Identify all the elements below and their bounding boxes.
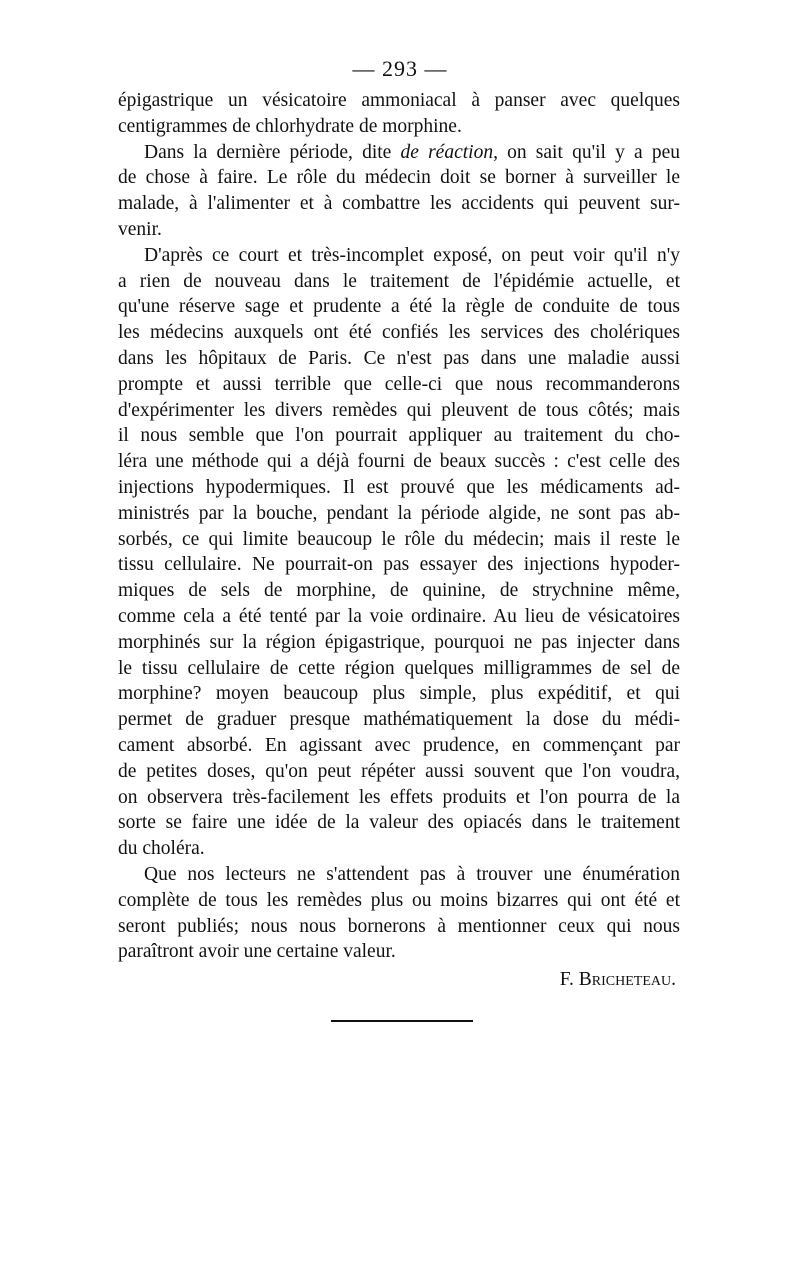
text-line: Que nos lecteurs ne s'attendent pas à trouver une énumération [144, 863, 680, 885]
body-text [118, 88, 680, 993]
text-line: venir. [118, 218, 162, 240]
text-line: de petites doses, qu'on peut répéter aussi souvent que l'on voudra, [118, 760, 680, 782]
italic-term: de réaction [400, 141, 494, 163]
text-line: sorte se faire une idée de la valeur des opiacés dans le traitement [118, 812, 680, 834]
text-line: paraîtront avoir une certaine valeur. [118, 941, 396, 963]
text-run: , on sait qu'il y a peu [493, 141, 681, 163]
text-line: centigrammes de chlorhydrate de morphine. [118, 115, 462, 137]
signature-initial: F. B [559, 969, 592, 991]
text-line: morphine? moyen beaucoup plus simple, plus expéditif, et qui [118, 683, 680, 705]
text-line: ministrés par la bouche, pendant la période algide, ne sont pas ab- [118, 502, 680, 524]
text-line [118, 140, 680, 166]
closing-rule [331, 1020, 473, 1022]
text-line: qu'une réserve sage et prudente a été la règle de conduite de tous [118, 296, 680, 318]
text-line: injections hypodermiques. Il est prouvé que les médicaments ad- [118, 476, 680, 498]
text-line: de chose à faire. Le rôle du médecin doit se borner à surveiller le [118, 167, 680, 189]
text-line: comme cela a été tenté par la voie ordinaire. Au lieu de vésicatoires [118, 605, 680, 627]
text-line: du choléra. [118, 838, 205, 860]
text-line: d'expérimenter les divers remèdes qui pleuvent de tous côtés; mais [118, 399, 680, 421]
text-line: morphinés sur la région épigastrique, pourquoi ne pas injecter dans [118, 631, 680, 653]
author-signature [118, 967, 680, 993]
text-line: épigastrique un vésicatoire ammoniacal à panser avec quelques [118, 90, 680, 111]
text-line: dans les hôpitaux de Paris. Ce n'est pas dans une maladie aussi [118, 347, 680, 369]
text-line: a rien de nouveau dans le traitement de l'épidémie actuelle, et [118, 270, 680, 292]
text-line: prompte et aussi terrible que celle-ci que nous recommanderons [118, 373, 680, 395]
text-line: tissu cellulaire. Ne pourrait-on pas essayer des injections hypoder- [118, 554, 680, 576]
text-line: il nous semble que l'on pourrait appliquer au traitement du cho- [118, 425, 680, 447]
signature-surname: richeteau. [591, 969, 676, 991]
text-line: D'après ce court et très-incomplet exposé, on peut voir qu'il n'y [144, 244, 680, 266]
text-run: Dans la dernière période, dite [144, 141, 401, 163]
text-line: cament absorbé. En agissant avec prudence, en commençant par [118, 734, 680, 756]
text-line: complète de tous les remèdes plus ou moins bizarres qui ont été et [118, 889, 680, 911]
text-line: le tissu cellulaire de cette région quelques milligrammes de sel de [118, 657, 680, 679]
text-line: permet de graduer presque mathématiquement la dose du médi- [118, 709, 680, 731]
text-line: léra une méthode qui a déjà fourni de beaux succès : c'est celle des [118, 451, 680, 473]
text-line: miques de sels de morphine, de quinine, de strychnine même, [118, 580, 680, 602]
text-line: on observera très-facilement les effets produits et l'on pourra de la [118, 786, 680, 808]
text-line: seront publiés; nous nous bornerons à mentionner ceux qui nous [118, 915, 680, 937]
text-line: malade, à l'alimenter et à combattre les accidents qui peuvent sur- [118, 193, 680, 215]
text-line: sorbés, ce qui limite beaucoup le rôle du médecin; mais il reste le [118, 528, 680, 550]
text-line: les médecins auxquels ont été confiés les services des cholériques [118, 322, 680, 344]
page-number: — 293 — [352, 56, 448, 81]
